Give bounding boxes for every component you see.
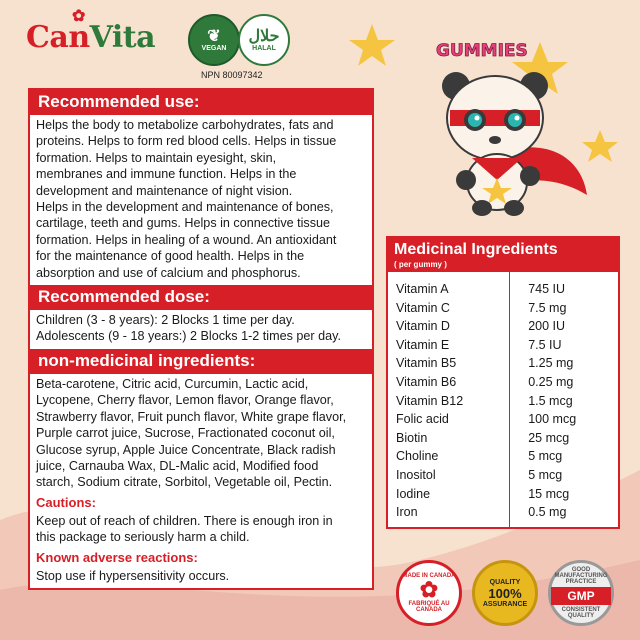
quality-assurance-seal: QUALITY 100% ASSURANCE — [472, 560, 538, 626]
maple-leaf-icon: ✿ — [72, 6, 85, 25]
table-row — [388, 411, 618, 430]
halal-badge: حلال HALAL — [238, 14, 290, 66]
ingredient-amount: 25 mcg — [510, 429, 618, 448]
info-panel — [28, 88, 374, 590]
ingredient-name: Vitamin B12 — [396, 393, 464, 408]
ingredient-amount: 1.25 mg — [510, 355, 618, 374]
ingredient-amount: 7.5 mg — [510, 299, 618, 318]
ingredient-name: Iron — [396, 505, 418, 520]
recommended-use-heading: Recommended use: — [30, 90, 372, 115]
recommended-use-text: Helps the body to metabolize carbohydrates, fats and proteins. Helps to form red blood cells. Helps in tissue formation. Helps to maintain eyesight, skin, membranes and immune function. Helps in the development and maintenance of night vision. Helps in the development and maintenance of bones, cartilage, teeth and gums. Helps in connective tissue formation. Helps in healing of a wound. An antioxidant for the maintenance of good health. Helps in the absorption and use of calcium and phosphorus. — [36, 118, 337, 280]
ingredient-name: Folic acid — [396, 412, 449, 427]
adverse-reactions-heading: Known adverse reactions: — [36, 549, 198, 565]
table-row — [388, 272, 618, 299]
logo-text-can: Can — [26, 20, 90, 55]
ingredient-amount: 0.5 mg — [510, 504, 618, 527]
ingredient-amount: 200 IU — [510, 318, 618, 337]
ingredient-amount: 15 mcg — [510, 485, 618, 504]
per-gummy-label: ( per gummy ) — [394, 260, 447, 269]
medicinal-ingredients-header — [388, 238, 618, 272]
ingredient-name: Vitamin A — [396, 282, 449, 296]
ingredient-name: Choline — [396, 449, 439, 464]
table-row — [388, 318, 618, 337]
canvita-logo — [26, 6, 156, 55]
gummies-title: GUMMIES — [436, 41, 528, 61]
ingredient-name: Vitamin D — [396, 319, 450, 334]
ingredient-amount: 0.25 mg — [510, 373, 618, 392]
ingredient-name: Vitamin B6 — [396, 374, 457, 389]
non-medicinal-heading: non-medicinal ingredients: — [30, 349, 372, 374]
medicinal-ingredients-panel — [386, 236, 620, 529]
ingredient-name: Vitamin E — [396, 337, 450, 352]
table-row — [388, 466, 618, 485]
made-in-canada-seal: MADE IN CANADA ✿ FABRIQUÉ AU CANADA — [396, 560, 462, 626]
ingredient-name: Vitamin C — [396, 300, 450, 315]
recommended-dose-heading: Recommended dose: — [30, 285, 372, 310]
star-icon — [349, 24, 395, 66]
ingredient-name: Iodine — [396, 486, 431, 501]
table-row — [388, 429, 618, 448]
ingredient-name: Inositol — [396, 467, 436, 482]
table-row — [388, 504, 618, 527]
ingredient-amount: 7.5 IU — [510, 336, 618, 355]
recommended-dose-text: Children (3 - 8 years): 2 Blocks 1 time per day. Adolescents (9 - 18 years:) 2 Blocks 1-2 times per day. — [36, 313, 341, 344]
adverse-reactions-text: Stop use if hypersensitivity occurs. — [36, 568, 230, 583]
ingredient-amount: 100 mcg — [510, 411, 618, 430]
npn-number: NPN 80097342 — [201, 70, 263, 80]
logo-text-vita: Vita — [89, 20, 156, 55]
table-row — [388, 448, 618, 467]
ingredient-amount: 5 mcg — [510, 466, 618, 485]
table-row — [388, 373, 618, 392]
table-row — [388, 299, 618, 318]
cautions-heading: Cautions: — [36, 494, 96, 510]
table-row — [388, 392, 618, 411]
table-row — [388, 355, 618, 374]
medicinal-ingredients-heading: Medicinal Ingredients — [394, 241, 558, 258]
cautions-text: Keep out of reach of children. There is enough iron in this package to seriously harm a child. — [36, 513, 333, 545]
ingredient-name: Biotin — [396, 430, 428, 445]
maple-leaf-icon: ✿ — [419, 577, 439, 602]
ingredient-amount: 1.5 mcg — [510, 392, 618, 411]
ingredient-amount: 5 mcg — [510, 448, 618, 467]
gmp-seal: GOOD MANUFACTURING PRACTICE GMP CONSISTENT QUALITY — [548, 560, 614, 626]
vegan-badge: ❦ VEGAN — [188, 14, 240, 66]
ingredients-table — [388, 272, 618, 527]
ingredient-amount: 745 IU — [510, 272, 618, 299]
panda-mascot-image — [422, 30, 592, 220]
leaf-icon: ❦ — [207, 27, 221, 45]
table-row — [388, 485, 618, 504]
table-row — [388, 336, 618, 355]
ingredient-name: Vitamin B5 — [396, 356, 457, 371]
non-medicinal-text: Beta-carotene, Citric acid, Curcumin, Lactic acid, Lycopene, Cherry flavor, Lemon flavor, Orange flavor, Strawberry flavor, Fruit punch flavor, White grape flavor, Purple carrot juice, Sucrose, Fractionated coconut oil, Glucose syrup, Apple Juice Concentrate, Black radish juice, Carnauba Wax, DL-Malic acid, Modified food starch, Sodium citrate, Sorbitol, Vegetable oil, Pectin. — [36, 376, 347, 490]
